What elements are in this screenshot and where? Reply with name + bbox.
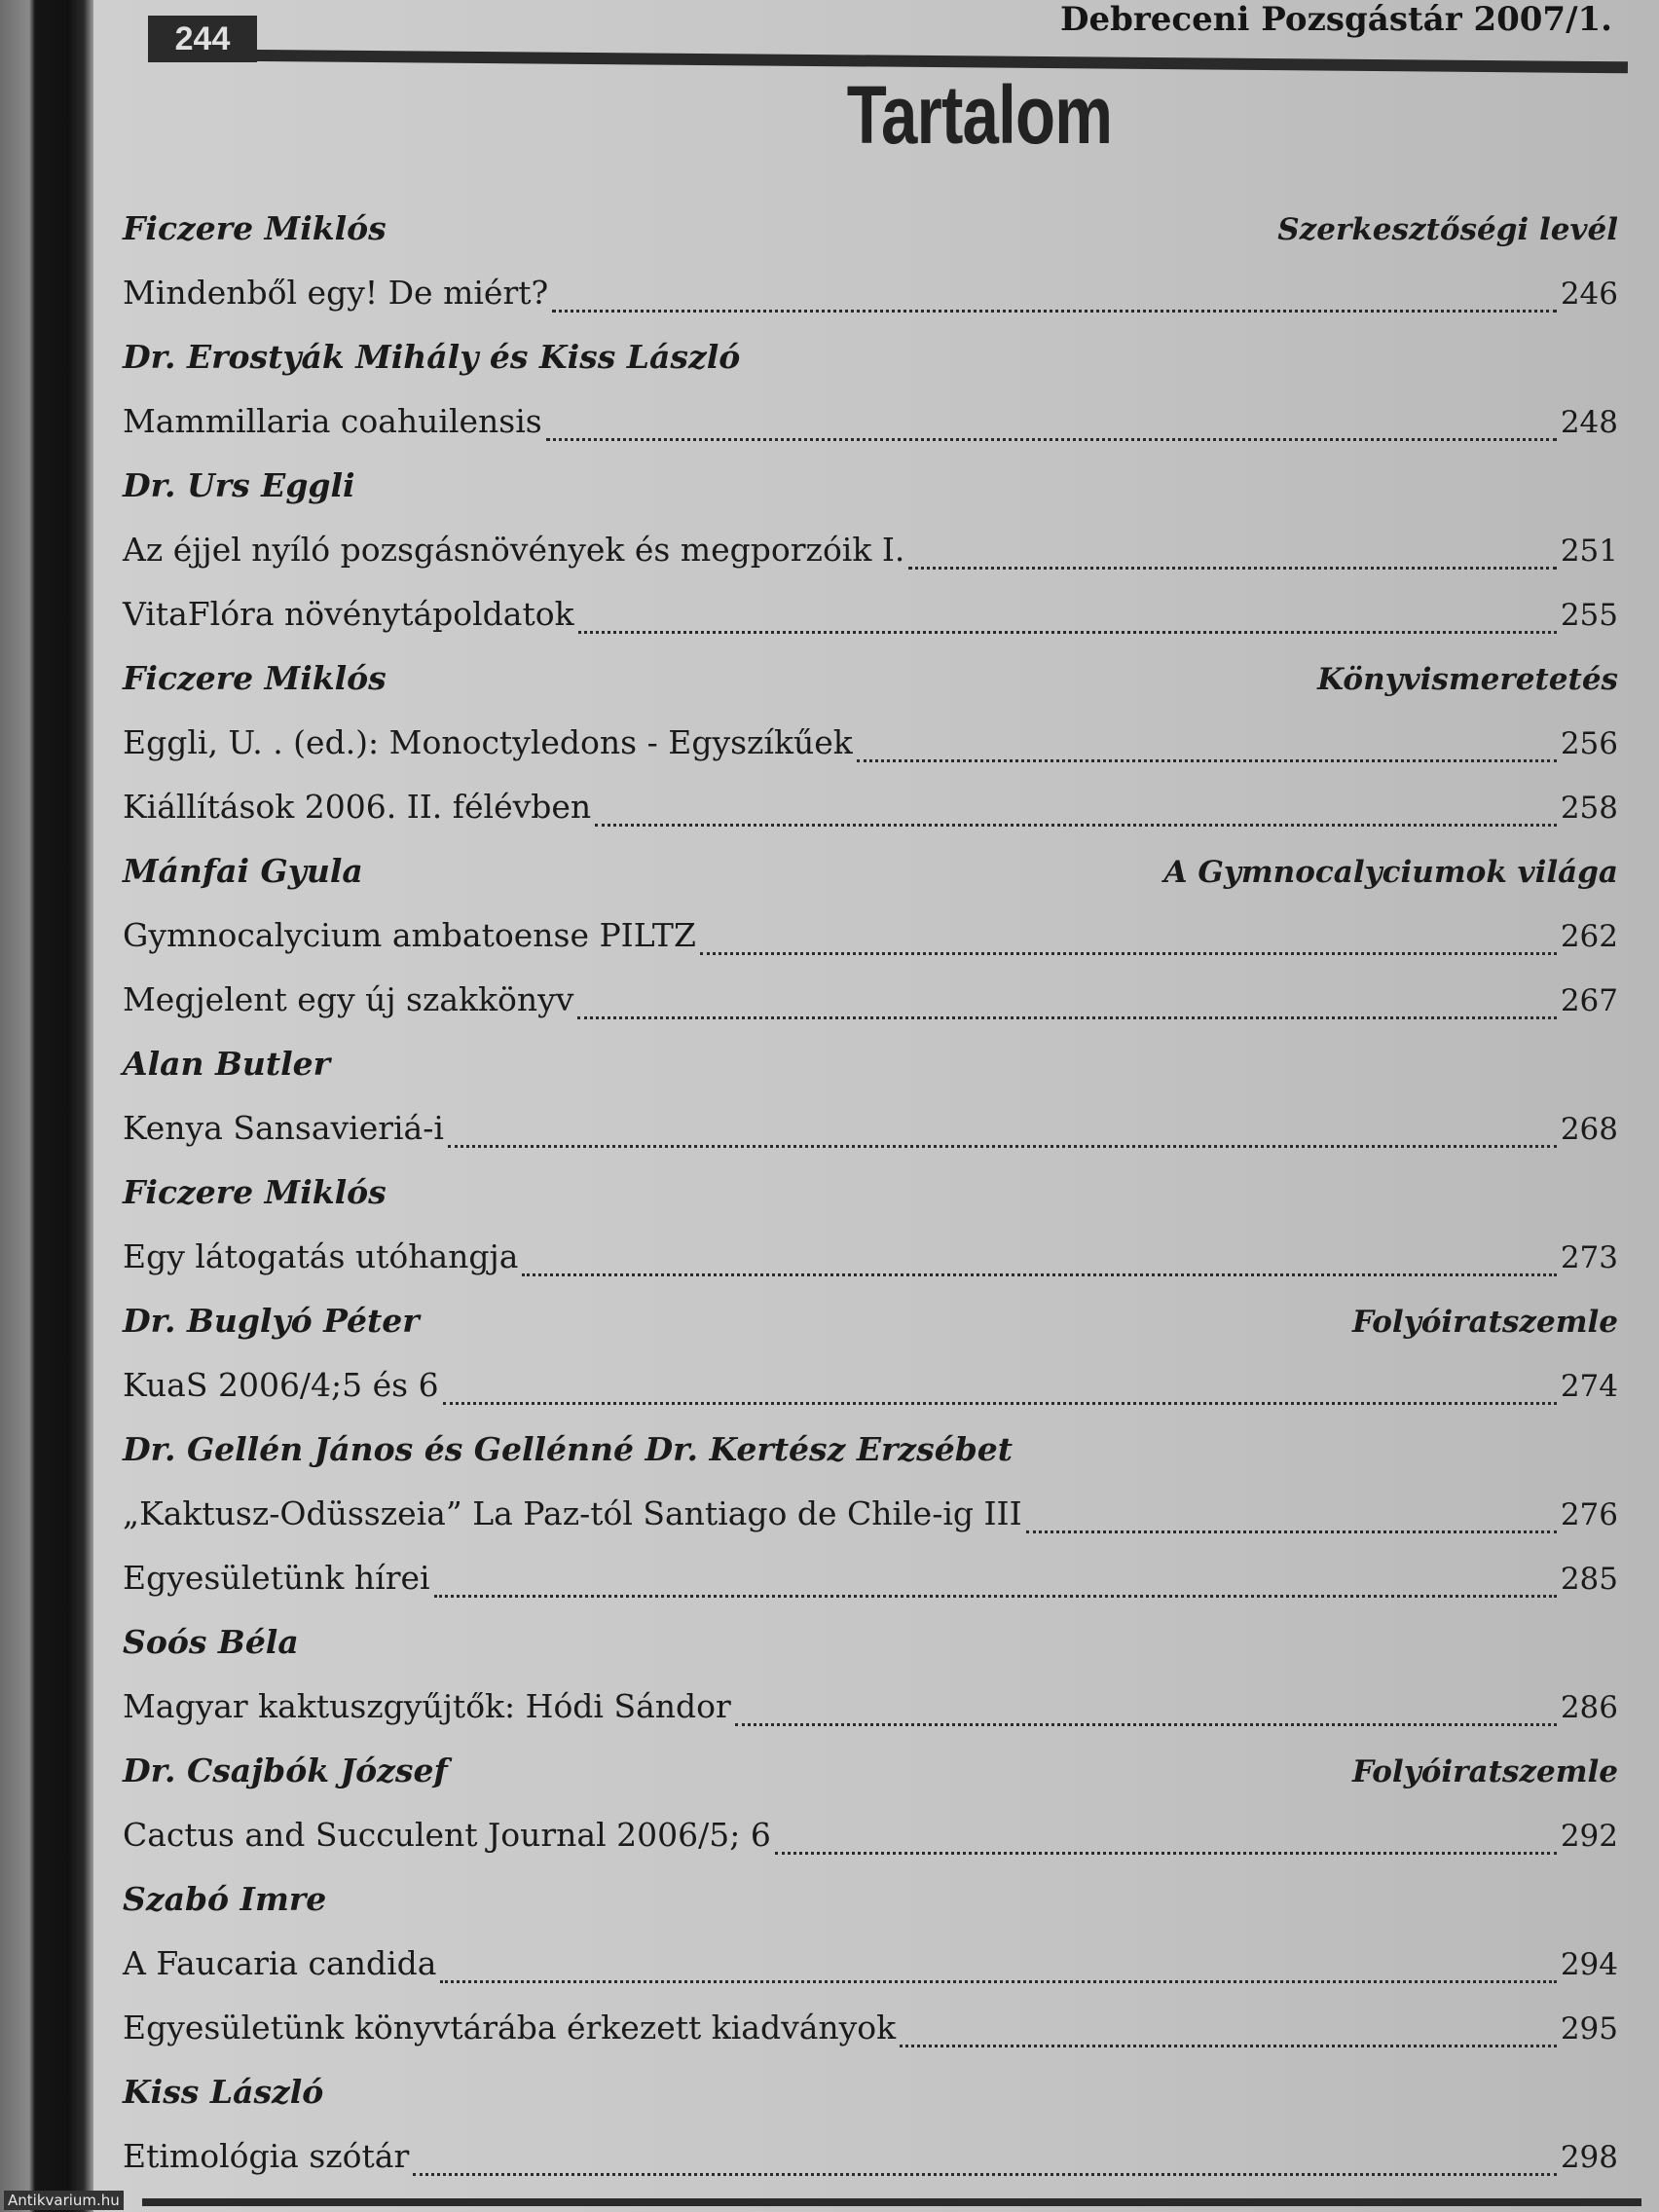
- toc-page-number: 276: [1560, 1497, 1618, 1532]
- toc-author: Soós Béla: [123, 1623, 299, 1661]
- toc-page-number: 251: [1560, 534, 1618, 569]
- toc-page-number: 256: [1560, 726, 1618, 761]
- toc-author-row: [123, 1872, 1618, 1936]
- toc-entry: [123, 523, 1618, 587]
- toc-entry: [123, 1101, 1618, 1165]
- page-title: Tartalom: [846, 69, 1113, 161]
- watermark: Antikvarium.hu: [4, 2191, 124, 2210]
- toc-page-number: 255: [1560, 598, 1618, 633]
- toc-entry-title: Mammillaria coahuilensis: [123, 402, 542, 440]
- toc-author-row: [123, 1037, 1618, 1101]
- journal-title: Debreceni Pozsgástár 2007/1.: [1060, 0, 1612, 39]
- toc-entry-title: „Kaktusz-Odüsszeia” La Paz-tól Santiago de Chile-ig III: [123, 1494, 1022, 1532]
- toc-author-row: [123, 844, 1618, 908]
- toc-page-number: 267: [1560, 983, 1618, 1018]
- toc-author-row: [123, 459, 1618, 523]
- toc-entry-title: Cactus and Succulent Journal 2006/5; 6: [123, 1816, 771, 1854]
- toc-entry: [123, 780, 1618, 844]
- toc-dot-leader: [857, 759, 1557, 762]
- toc-author-row: [123, 1744, 1618, 1808]
- toc-entry-title: VitaFlóra növénytápoldatok: [123, 595, 574, 633]
- table-of-contents: [123, 202, 1618, 2194]
- toc-entry: [123, 1551, 1618, 1615]
- toc-dot-leader: [434, 1595, 1557, 1598]
- toc-author-row: [123, 202, 1618, 266]
- toc-author-row: [123, 330, 1618, 394]
- toc-dot-leader: [413, 2173, 1557, 2176]
- toc-entry: [123, 973, 1618, 1037]
- toc-dot-leader: [578, 631, 1557, 634]
- toc-section: Szerkesztőségi levél: [1277, 212, 1618, 247]
- toc-section: A Gymnocalyciumok világa: [1163, 855, 1618, 890]
- toc-dot-leader: [595, 824, 1557, 827]
- toc-author: Dr. Csajbók József: [123, 1751, 448, 1789]
- toc-entry-title: Egy látogatás utóhangja: [123, 1237, 519, 1275]
- toc-page-number: 268: [1560, 1112, 1618, 1147]
- toc-page-number: 298: [1560, 2140, 1618, 2175]
- toc-dot-leader: [546, 438, 1557, 441]
- toc-author: Kiss László: [123, 2073, 324, 2111]
- toc-entry-title: Gymnocalycium ambatoense PILTZ: [123, 916, 696, 954]
- toc-entry: [123, 587, 1618, 651]
- toc-dot-leader: [908, 567, 1556, 570]
- toc-author-row: [123, 1294, 1618, 1358]
- toc-entry-title: Egyesületünk hírei: [123, 1559, 430, 1597]
- toc-entry: [123, 2001, 1618, 2065]
- toc-author: Ficzere Miklós: [123, 1173, 387, 1211]
- toc-author: Ficzere Miklós: [123, 659, 387, 697]
- book-spine: [0, 0, 97, 2212]
- toc-author: Dr. Erostyák Mihály és Kiss László: [123, 338, 741, 376]
- toc-entry: [123, 908, 1618, 973]
- toc-author: Alan Butler: [123, 1045, 331, 1083]
- toc-entry-title: Eggli, U. . (ed.): Monoctyledons - Egyszíkűek: [123, 723, 853, 761]
- toc-author: Szabó Imre: [123, 1880, 327, 1918]
- toc-page-number: 294: [1560, 1947, 1618, 1982]
- page-number: 244: [148, 16, 257, 62]
- toc-section: Könyvismeretetés: [1317, 662, 1618, 697]
- toc-entry-title: Kenya Sansavieriá-i: [123, 1109, 444, 1147]
- toc-dot-leader: [1026, 1530, 1557, 1533]
- toc-page-number: 258: [1560, 791, 1618, 826]
- toc-entry: [123, 394, 1618, 459]
- toc-section: Folyóiratszemle: [1351, 1754, 1618, 1789]
- toc-entry-title: Egyesületünk könyvtárába érkezett kiadványok: [123, 2009, 897, 2046]
- footer-rule: [142, 2198, 1641, 2206]
- toc-entry: [123, 1230, 1618, 1294]
- toc-page-number: 274: [1560, 1369, 1618, 1404]
- toc-page-number: 286: [1560, 1690, 1618, 1725]
- toc-dot-leader: [440, 1980, 1556, 1983]
- toc-page-number: 248: [1560, 405, 1618, 440]
- toc-page-number: 246: [1560, 276, 1618, 312]
- toc-section: Folyóiratszemle: [1351, 1305, 1618, 1340]
- toc-entry-title: Kiállítások 2006. II. félévben: [123, 788, 592, 826]
- toc-author: Dr. Gellén János és Gellénné Dr. Kertész Erzsébet: [123, 1430, 1014, 1468]
- toc-author: Mánfai Gyula: [123, 852, 363, 890]
- toc-author-row: [123, 2065, 1618, 2129]
- toc-author-row: [123, 651, 1618, 716]
- toc-page-number: 295: [1560, 2011, 1618, 2046]
- toc-entry: [123, 2129, 1618, 2194]
- toc-author-row: [123, 1422, 1618, 1487]
- toc-page-number: 285: [1560, 1562, 1618, 1597]
- toc-entry-title: Mindenből egy! De miért?: [123, 274, 549, 312]
- toc-dot-leader: [577, 1016, 1556, 1019]
- toc-entry: [123, 1487, 1618, 1551]
- toc-entry-title: Az éjjel nyíló pozsgásnövények és megporzóik I.: [123, 531, 905, 569]
- toc-dot-leader: [448, 1145, 1557, 1148]
- toc-author: Dr. Buglyó Péter: [123, 1302, 420, 1340]
- toc-entry: [123, 1808, 1618, 1872]
- toc-entry: [123, 266, 1618, 330]
- toc-dot-leader: [443, 1402, 1557, 1405]
- toc-entry: [123, 1358, 1618, 1422]
- toc-dot-leader: [522, 1273, 1556, 1276]
- toc-author-row: [123, 1615, 1618, 1679]
- toc-author-row: [123, 1165, 1618, 1230]
- toc-dot-leader: [735, 1723, 1557, 1726]
- toc-dot-leader: [700, 952, 1557, 955]
- toc-dot-leader: [552, 310, 1557, 313]
- toc-entry-title: Etimológia szótár: [123, 2137, 410, 2175]
- toc-dot-leader: [775, 1852, 1557, 1855]
- toc-entry-title: KuaS 2006/4;5 és 6: [123, 1366, 439, 1404]
- toc-entry-title: Magyar kaktuszgyűjtők: Hódi Sándor: [123, 1687, 731, 1725]
- toc-entry-title: Megjelent egy új szakkönyv: [123, 980, 574, 1018]
- toc-page-number: 292: [1560, 1819, 1618, 1854]
- toc-entry: [123, 716, 1618, 780]
- toc-dot-leader: [900, 2045, 1557, 2047]
- toc-author: Ficzere Miklós: [123, 209, 387, 247]
- toc-entry: [123, 1679, 1618, 1744]
- toc-entry: [123, 1936, 1618, 2001]
- toc-entry-title: A Faucaria candida: [123, 1944, 437, 1982]
- toc-page-number: 273: [1560, 1240, 1618, 1275]
- toc-author: Dr. Urs Eggli: [123, 466, 355, 504]
- toc-page-number: 262: [1560, 919, 1618, 954]
